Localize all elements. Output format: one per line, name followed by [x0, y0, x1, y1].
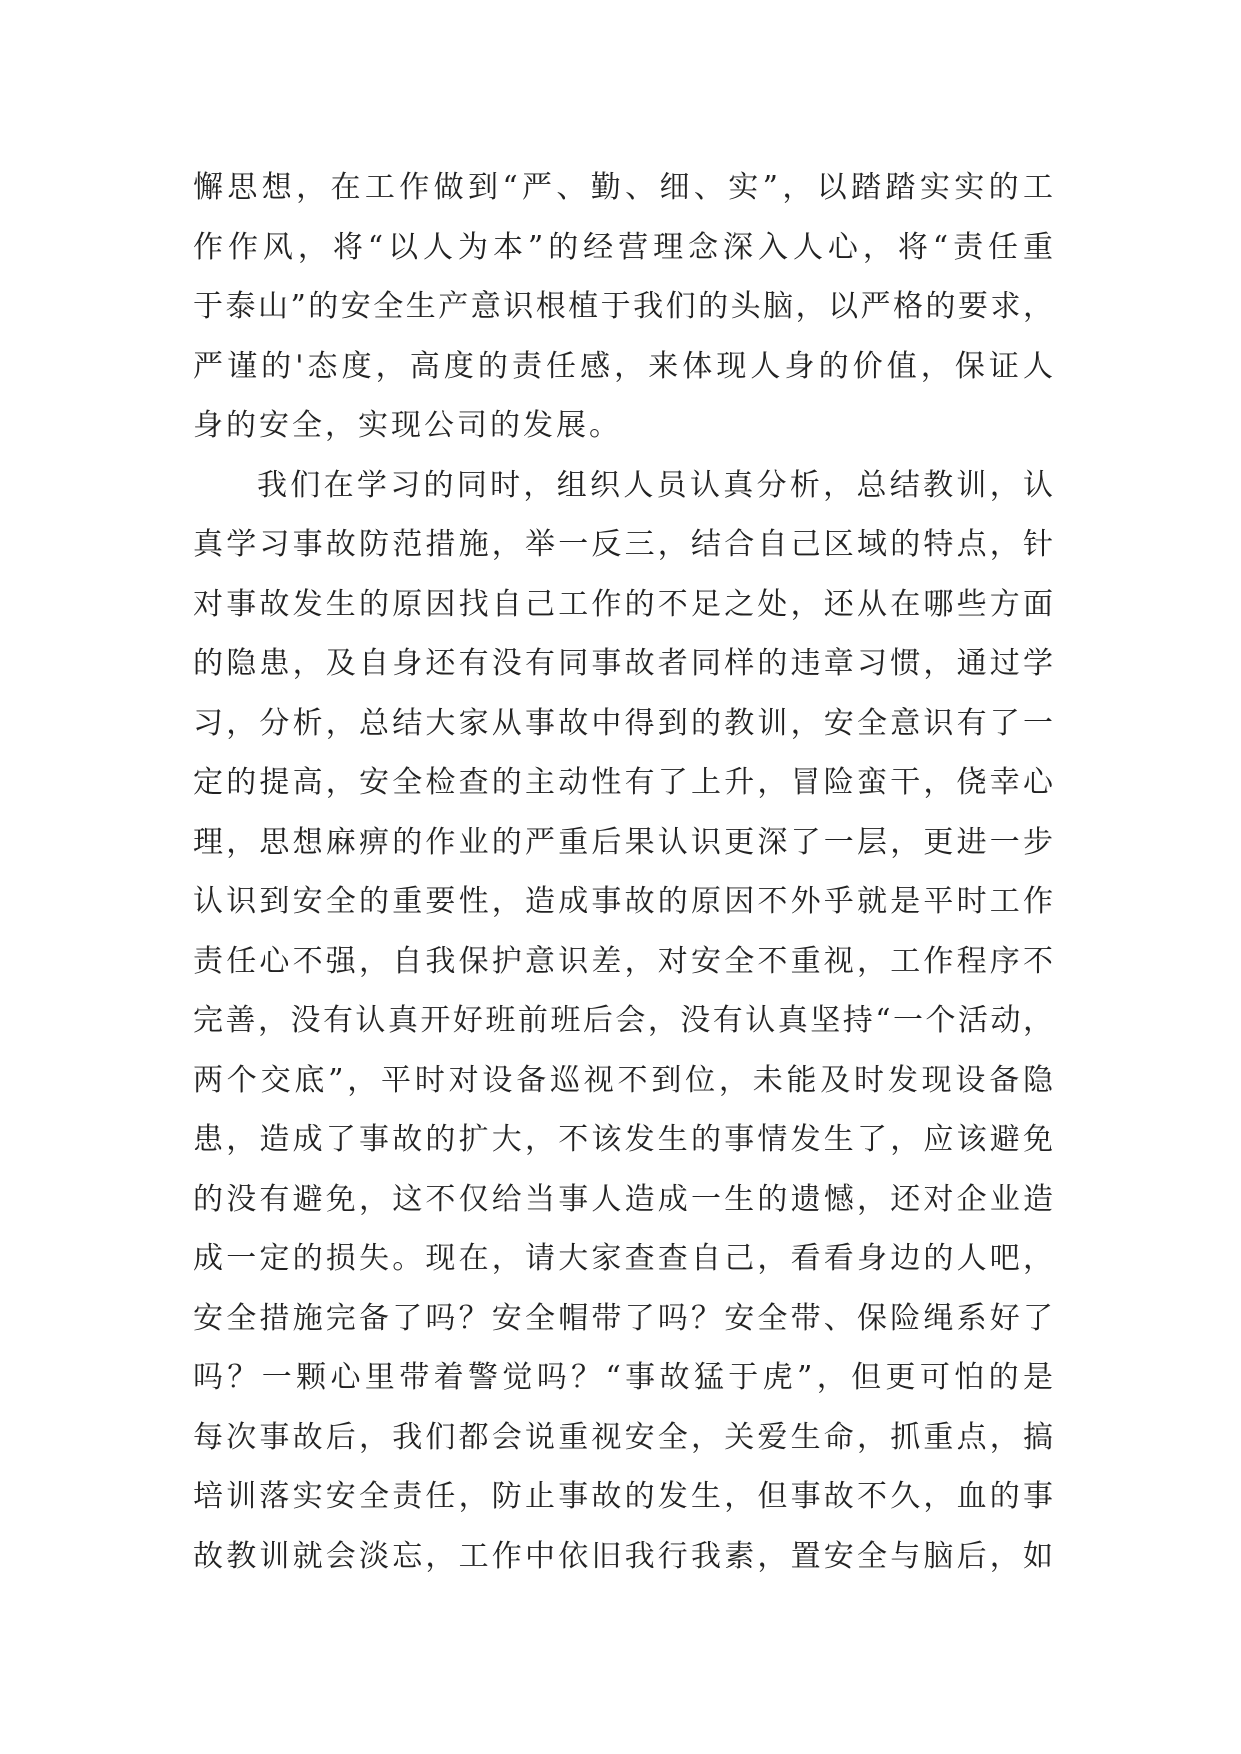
text-line: 的隐患，及自身还有没有同事故者同样的违章习惯，通过学: [193, 646, 1053, 681]
text-line: 作作风，将“以人为本”的经营理念深入人心，将“责任重: [193, 229, 1053, 265]
text-line: 定的提高，安全检查的主动性有了上升，冒险蛮干，侥幸心: [193, 765, 1053, 800]
text-line: 吗？一颗心里带着警觉吗？“事故猛于虎”，但更可怕的是: [193, 1360, 1053, 1395]
text-line: 培训落实安全责任，防止事故的发生，但事故不久，血的事: [193, 1479, 1053, 1514]
text-line: 真学习事故防范措施，举一反三，结合自己区域的特点，针: [193, 527, 1053, 562]
text-line: 成一定的损失。现在，请大家查查自己，看看身边的人吧，: [193, 1241, 1053, 1276]
text-line: 理，思想麻痹的作业的严重后果认识更深了一层，更进一步: [193, 824, 1053, 860]
text-line: 患，造成了事故的扩大，不该发生的事情发生了，应该避免: [193, 1122, 1053, 1157]
text-line: 完善，没有认真开好班前班后会，没有认真坚持“一个活动，: [193, 1003, 1053, 1038]
text-line: 对事故发生的原因找自己工作的不足之处，还从在哪些方面: [193, 586, 1053, 622]
body-text: [193, 158, 1053, 1586]
text-line: 故教训就会淡忘，工作中依旧我行我素，置安全与脑后，如: [193, 1538, 1053, 1574]
text-line: 两个交底”，平时对设备巡视不到位，未能及时发现设备隐: [193, 1062, 1053, 1098]
text-line: 的没有避免，这不仅给当事人造成一生的遗憾，还对企业造: [193, 1181, 1053, 1217]
text-line: 我们在学习的同时，组织人员认真分析，总结教训，认: [257, 467, 1053, 503]
paragraph-1: [193, 158, 1053, 456]
paragraph-2: [193, 456, 1053, 1587]
text-line: 认识到安全的重要性，造成事故的原因不外乎就是平时工作: [193, 884, 1053, 919]
text-line: 责任心不强，自我保护意识差，对安全不重视，工作程序不: [193, 943, 1053, 979]
text-line: 严谨的'态度，高度的责任感，来体现人身的价值，保证人: [193, 348, 1053, 384]
text-line: 身的安全，实现公司的发展。: [193, 408, 622, 443]
text-line: 于泰山”的安全生产意识根植于我们的头脑，以严格的要求，: [193, 289, 1053, 324]
text-line: 懈思想，在工作做到“严、勤、细、实”，以踏踏实实的工: [193, 170, 1053, 205]
text-line: 安全措施完备了吗？安全帽带了吗？安全带、保险绳系好了: [193, 1300, 1053, 1336]
text-line: 习，分析，总结大家从事故中得到的教训，安全意识有了一: [193, 705, 1053, 741]
text-line: 每次事故后，我们都会说重视安全，关爱生命，抓重点，搞: [193, 1419, 1053, 1455]
